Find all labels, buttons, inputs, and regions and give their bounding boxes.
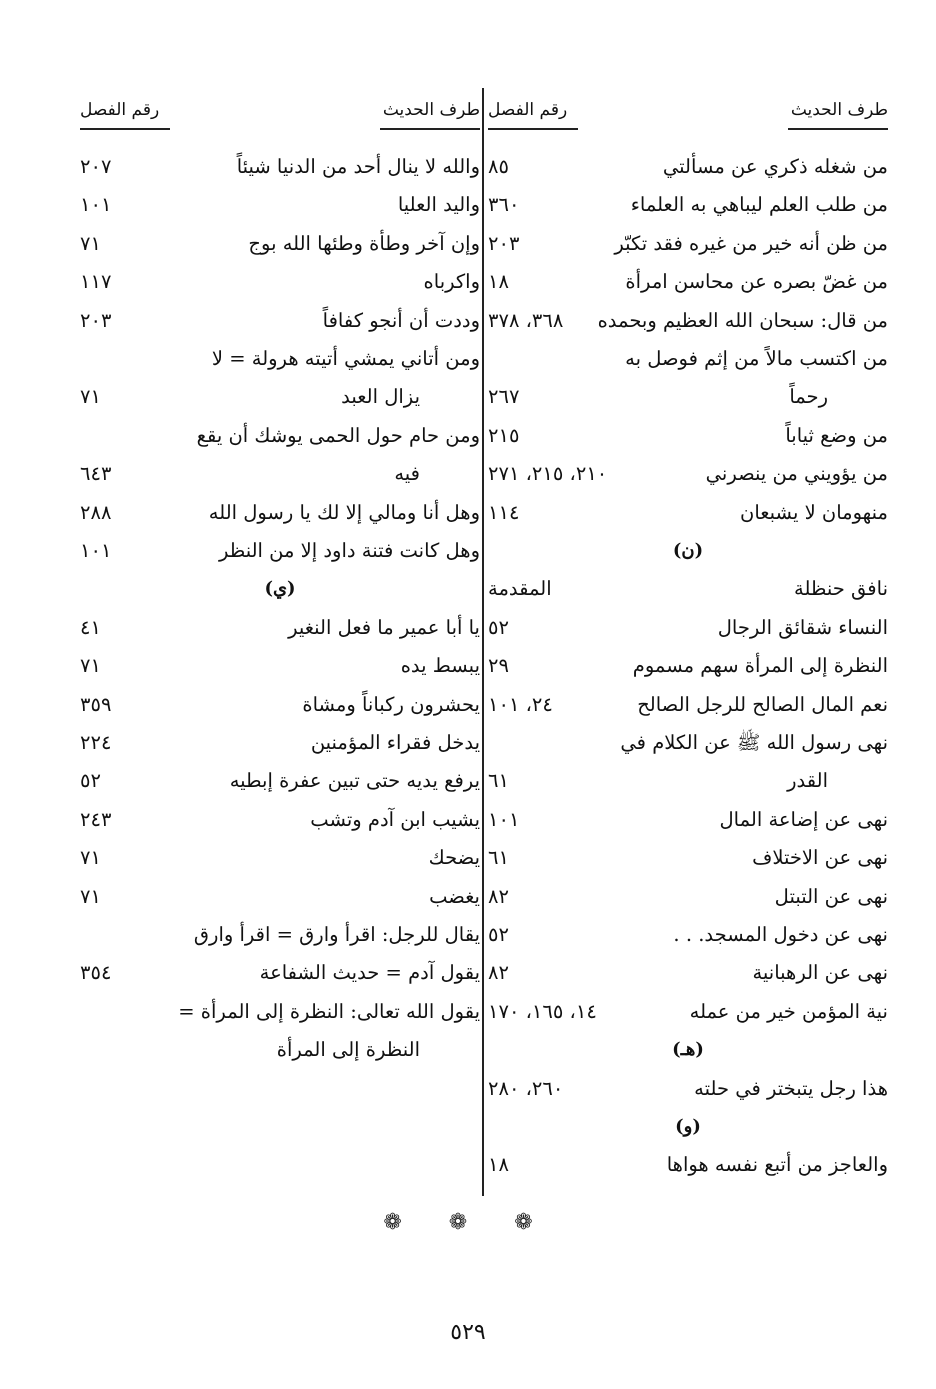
hadith-text: نهى عن إضاعة المال bbox=[719, 807, 888, 831]
chapter-number: ٧١ bbox=[80, 231, 101, 255]
chapter-number: ٦١ bbox=[488, 769, 509, 793]
hadith-text: يغضب bbox=[429, 884, 480, 908]
index-entry bbox=[80, 1031, 480, 1069]
hadith-text: يقال للرجل: اقرأ وارق = اقرأ وارق bbox=[193, 923, 480, 946]
chapter-number: ١٨ bbox=[488, 270, 509, 294]
index-entry bbox=[80, 148, 480, 186]
hadith-text: ومن أتاني يمشي أتيته هرولة = لا bbox=[211, 347, 480, 370]
hadith-text: يرفع يديه حتى تبين عفرة إبطيه bbox=[229, 769, 480, 793]
hadith-text: واكرباه bbox=[423, 270, 480, 294]
chapter-number: ٨٢ bbox=[488, 884, 509, 908]
section-letter bbox=[488, 532, 888, 570]
chapter-number: ١٠١ bbox=[80, 193, 112, 217]
chapter-header: رقم الفصل bbox=[80, 100, 160, 120]
chapter-number: ٧١ bbox=[80, 654, 101, 678]
index-entry bbox=[488, 263, 888, 301]
chapter-number: ٥٢ bbox=[488, 923, 509, 946]
hadith-text: يا أبا عمير ما فعل النغير bbox=[288, 615, 480, 639]
chapter-number: ٦٤٣ bbox=[80, 462, 112, 486]
column-divider bbox=[482, 88, 484, 1196]
chapter-number: ٨٥ bbox=[488, 155, 509, 178]
hadith-text: والله لا ينال أحد من الدنيا شيئاً bbox=[236, 155, 480, 178]
left-column-header bbox=[80, 100, 480, 132]
index-entry bbox=[80, 954, 480, 992]
index-entry bbox=[488, 686, 888, 724]
index-entry bbox=[488, 647, 888, 685]
index-entry bbox=[80, 417, 480, 455]
index-entry bbox=[488, 417, 888, 455]
chapter-number: ٢٤، ١٠١ bbox=[488, 692, 553, 716]
section-label: (هـ) bbox=[672, 1039, 704, 1061]
chapter-number: ٣٥٤ bbox=[80, 961, 112, 985]
hadith-text: هذا رجل يتبختر في حلته bbox=[694, 1076, 888, 1100]
chapter-number: ٢٠٣ bbox=[80, 308, 112, 332]
index-entry bbox=[80, 878, 480, 916]
hadith-text: من وضع ثياباً bbox=[785, 423, 888, 447]
index-entry bbox=[488, 302, 888, 340]
hadith-text: نهى عن الاختلاف bbox=[752, 846, 888, 870]
index-entry bbox=[80, 532, 480, 570]
index-entry bbox=[488, 225, 888, 263]
index-entry bbox=[488, 724, 888, 762]
section-letter bbox=[488, 1031, 888, 1069]
hadith-header: طرف الحديث bbox=[382, 100, 480, 120]
hadith-text: يدخل فقراء المؤمنين bbox=[310, 731, 480, 754]
index-entry bbox=[488, 609, 888, 647]
index-entry bbox=[488, 762, 888, 800]
index-entry bbox=[80, 801, 480, 839]
index-entry bbox=[80, 455, 480, 493]
chapter-number: ٢٨٨ bbox=[80, 500, 112, 524]
chapter-number: ٢٦٧ bbox=[488, 385, 520, 409]
index-entry bbox=[80, 762, 480, 800]
chapter-number: ١٤، ١٦٥، ١٧٠ bbox=[488, 999, 597, 1023]
right-column-header bbox=[488, 100, 888, 132]
hadith-text: يضحك bbox=[428, 846, 480, 870]
section-letter bbox=[80, 570, 480, 608]
chapter-number: المقدمة bbox=[488, 577, 552, 601]
chapter-number: ٢١٠، ٢١٥، ٢٧١ bbox=[488, 462, 608, 486]
footer-ornament: ❁ ❁ ❁ bbox=[383, 1210, 553, 1235]
hadith-text: يشيب ابن آدم وتشب bbox=[310, 807, 480, 831]
chapter-number: ٢٠٣ bbox=[488, 231, 520, 255]
index-entry bbox=[488, 148, 888, 186]
hadith-text: من يؤويني من ينصرني bbox=[705, 462, 888, 486]
index-entry bbox=[80, 302, 480, 340]
hadith-text: نعم المال الصالح للرجل الصالح bbox=[637, 692, 888, 716]
hadith-text: واليد العليا bbox=[397, 193, 480, 217]
chapter-number: ٦١ bbox=[488, 846, 509, 870]
chapter-number: ٢٦٠، ٢٨٠ bbox=[488, 1076, 564, 1100]
chapter-number: ٤١ bbox=[80, 615, 101, 639]
hadith-header: طرف الحديث bbox=[790, 100, 888, 120]
index-entry bbox=[488, 801, 888, 839]
hadith-text: وددت أن أنجو كفافاً bbox=[322, 308, 480, 332]
hadith-text: يحشرون ركباناً ومشاة bbox=[302, 692, 480, 716]
chapter-number: ٨٢ bbox=[488, 961, 509, 985]
page-number: ٥٢٩ bbox=[450, 1320, 486, 1345]
index-entry bbox=[80, 839, 480, 877]
hadith-text: منهومان لا يشبعان bbox=[740, 500, 888, 524]
index-entry bbox=[488, 878, 888, 916]
chapter-number: ٧١ bbox=[80, 846, 101, 870]
hadith-text: رحماً bbox=[789, 385, 828, 409]
hadith-text: من قال: سبحان الله العظيم وبحمده bbox=[597, 308, 888, 332]
hadith-text: وإن آخر وطأة وطئها الله بوج bbox=[248, 231, 480, 255]
hadith-text: نهى عن التبتل bbox=[774, 884, 888, 908]
chapter-number: ٧١ bbox=[80, 385, 101, 409]
index-entry bbox=[80, 378, 480, 416]
chapter-number: ٧١ bbox=[80, 884, 101, 908]
hadith-text: وهل كانت فتنة داود إلا من النظر bbox=[218, 539, 480, 562]
hadith-text: ومن حام حول الحمى يوشك أن يقع bbox=[196, 423, 480, 447]
chapter-number: ٢٢٤ bbox=[80, 731, 112, 754]
chapter-number: ٢١٥ bbox=[488, 423, 520, 447]
index-entry bbox=[488, 570, 888, 608]
hadith-text: النساء شقائق الرجال bbox=[717, 615, 888, 639]
index-entry bbox=[488, 378, 888, 416]
header-underline bbox=[380, 128, 480, 130]
section-label: (ن) bbox=[672, 540, 704, 561]
hadith-text: القدر bbox=[787, 769, 828, 793]
header-underline bbox=[80, 128, 170, 130]
index-entry bbox=[80, 993, 480, 1031]
index-entry bbox=[80, 494, 480, 532]
hadith-text: من ظن أنه خير من غيره فقد تكبّر bbox=[614, 231, 888, 255]
hadith-text: النظرة إلى المرأة سهم مسموم bbox=[632, 654, 888, 678]
header-underline bbox=[488, 128, 578, 130]
index-entry bbox=[488, 916, 888, 954]
section-label: (و) bbox=[675, 1116, 701, 1137]
chapter-number: ٣٦٠ bbox=[488, 193, 520, 217]
chapter-number: ٢٠٧ bbox=[80, 155, 112, 178]
header-underline bbox=[788, 128, 888, 130]
hadith-text: يزال العبد bbox=[341, 385, 420, 409]
section-label: (ي) bbox=[264, 578, 296, 600]
index-entry bbox=[488, 186, 888, 224]
hadith-text: النظرة إلى المرأة bbox=[276, 1038, 420, 1062]
hadith-text: من شغله ذكري عن مسألتي bbox=[662, 155, 888, 178]
index-entry bbox=[488, 993, 888, 1031]
hadith-text: نافق حنظلة bbox=[794, 577, 888, 601]
hadith-text: والعاجز من أتبع نفسه هواها bbox=[666, 1153, 888, 1177]
chapter-number: ٣٦٨، ٣٧٨ bbox=[488, 308, 564, 332]
section-letter bbox=[488, 1108, 888, 1146]
chapter-number: ١٨ bbox=[488, 1153, 509, 1177]
hadith-text: نهى عن الرهبانية bbox=[752, 961, 888, 985]
index-entry bbox=[80, 686, 480, 724]
hadith-text: فيه bbox=[394, 462, 420, 486]
index-entry bbox=[488, 455, 888, 493]
index-entry bbox=[488, 954, 888, 992]
hadith-text: يقول الله تعالى: النظرة إلى المرأة = bbox=[178, 999, 480, 1023]
chapter-number: ١٠١ bbox=[488, 807, 520, 831]
chapter-number: ٣٥٩ bbox=[80, 692, 112, 716]
chapter-number: ١١٤ bbox=[488, 500, 520, 524]
chapter-number: ٥٢ bbox=[488, 615, 509, 639]
hadith-text: نهى عن دخول المسجد. . . bbox=[673, 923, 888, 946]
index-entry bbox=[488, 494, 888, 532]
index-entry bbox=[80, 186, 480, 224]
hadith-text: يقول آدم = حديث الشفاعة bbox=[259, 961, 480, 985]
index-entry bbox=[488, 839, 888, 877]
index-entry bbox=[80, 263, 480, 301]
hadith-text: يبسط يده bbox=[400, 654, 480, 678]
hadith-text: نية المؤمن خير من عمله bbox=[689, 999, 888, 1023]
index-entry bbox=[80, 647, 480, 685]
chapter-number: ١١٧ bbox=[80, 270, 112, 294]
chapter-header: رقم الفصل bbox=[488, 100, 568, 120]
hadith-text: وهل أنا ومالي إلا لك يا رسول الله bbox=[208, 500, 480, 524]
index-entry bbox=[488, 1146, 888, 1184]
chapter-number: ٢٤٣ bbox=[80, 807, 112, 831]
chapter-number: ١٠١ bbox=[80, 539, 112, 562]
index-entry bbox=[80, 340, 480, 378]
hadith-text: من غضّ بصره عن محاسن امرأة bbox=[625, 270, 888, 294]
index-entry bbox=[80, 724, 480, 762]
hadith-text: نهى رسول الله ﷺ عن الكلام في bbox=[620, 731, 888, 754]
hadith-text: من اكتسب مالاً من إثم فوصل به bbox=[625, 347, 888, 370]
chapter-number: ٥٢ bbox=[80, 769, 101, 793]
index-entry bbox=[80, 609, 480, 647]
index-entry bbox=[80, 225, 480, 263]
index-entry bbox=[488, 1070, 888, 1108]
index-entry bbox=[80, 916, 480, 954]
index-entry bbox=[488, 340, 888, 378]
chapter-number: ٢٩ bbox=[488, 654, 509, 678]
hadith-text: من طلب العلم ليباهي به العلماء bbox=[630, 193, 888, 217]
